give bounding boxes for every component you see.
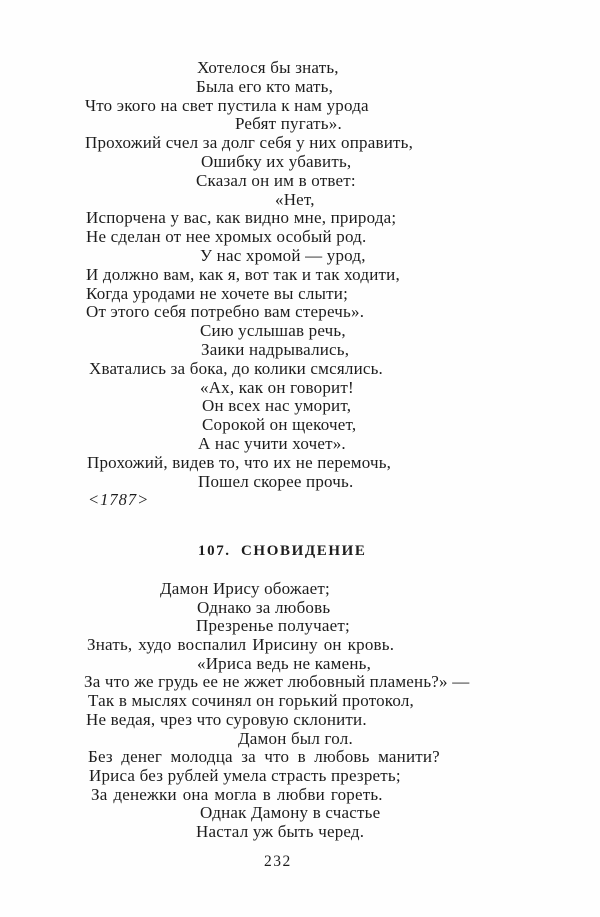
poem-line: Хотелося бы знать,	[197, 58, 339, 77]
poem-line: Пошел скорее прочь.	[198, 471, 354, 491]
page-number: 232	[264, 853, 292, 870]
poem-line: Сказал он им в ответ:	[196, 170, 356, 190]
poem-107-text	[0, 580, 600, 842]
poem-line: Презренье получает;	[196, 616, 350, 636]
poem-line: Однак Дамону в счастье	[200, 803, 381, 823]
poem-line: И должно вам, как я, вот так и так ходити,	[86, 264, 400, 284]
poem-line: Он всех нас уморит,	[202, 396, 352, 416]
poem-line: А нас учити хочет».	[198, 433, 346, 453]
poem-line: Не сделан от нее хромых особый род.	[86, 227, 367, 247]
poem-line: «Ириса ведь не камень,	[197, 653, 372, 673]
poem-line: Прохожий счел за долг себя у них оправить,	[85, 133, 414, 153]
poem-line: Испорчена у вас, как видно мне, природа;	[86, 208, 397, 228]
poem-line: Так в мыслях сочинял он горький протокол,	[88, 691, 415, 711]
poem-line: «Нет,	[275, 189, 315, 209]
poem-line: За денежки она могла в любви гореть.	[91, 784, 383, 804]
poem-line: Хватались за бока, до колики смсялись.	[89, 358, 384, 378]
poem-date: <1787>	[88, 490, 150, 509]
poem-line: За что же грудь ее не жжет любовный пламень?» —	[84, 672, 470, 692]
poem-line: Настал уж быть черед.	[196, 821, 365, 841]
poem-line: Однако за любовь	[197, 597, 331, 617]
poem-line: Не ведая, чрез что суровую склонити.	[86, 709, 367, 729]
poem-line: Была его кто мать,	[196, 76, 334, 96]
poem-line: Ириса без рублей умела страсть презреть;	[89, 765, 401, 785]
poem-line: От этого себя потребно вам стеречь».	[86, 302, 365, 322]
poem-line: Когда уродами не хочете вы слыти;	[86, 283, 348, 303]
poem-line: У нас хромой — урод,	[200, 245, 366, 265]
poem-line: Прохожий, видев то, что их не перемочь,	[87, 452, 392, 472]
poem-line: Дамон Ирису обожает;	[160, 579, 330, 598]
poem-line: «Ах, как он говорит!	[200, 377, 354, 397]
poem-line: Что экого на свет пустила к нам урода	[85, 95, 369, 115]
poem-line: Сорокой он щекочет,	[202, 415, 357, 435]
poem-line: Ребят пугать».	[235, 114, 342, 134]
poem-line: Знать, худо воспалил Ирисину он кровь.	[87, 635, 395, 655]
poem-heading: 107. СНОВИДЕНИЕ	[198, 543, 367, 559]
poem-line: Ошибку их убавить,	[201, 151, 352, 171]
poem-line: Дамон был гол.	[238, 728, 353, 748]
poem-line: Заики надрывались,	[201, 339, 350, 359]
poem-line: Сию услышав речь,	[200, 321, 346, 341]
poem-previous-continuation	[0, 59, 600, 491]
poem-line: Без денег молодца за что в любовь манити?	[88, 747, 440, 767]
